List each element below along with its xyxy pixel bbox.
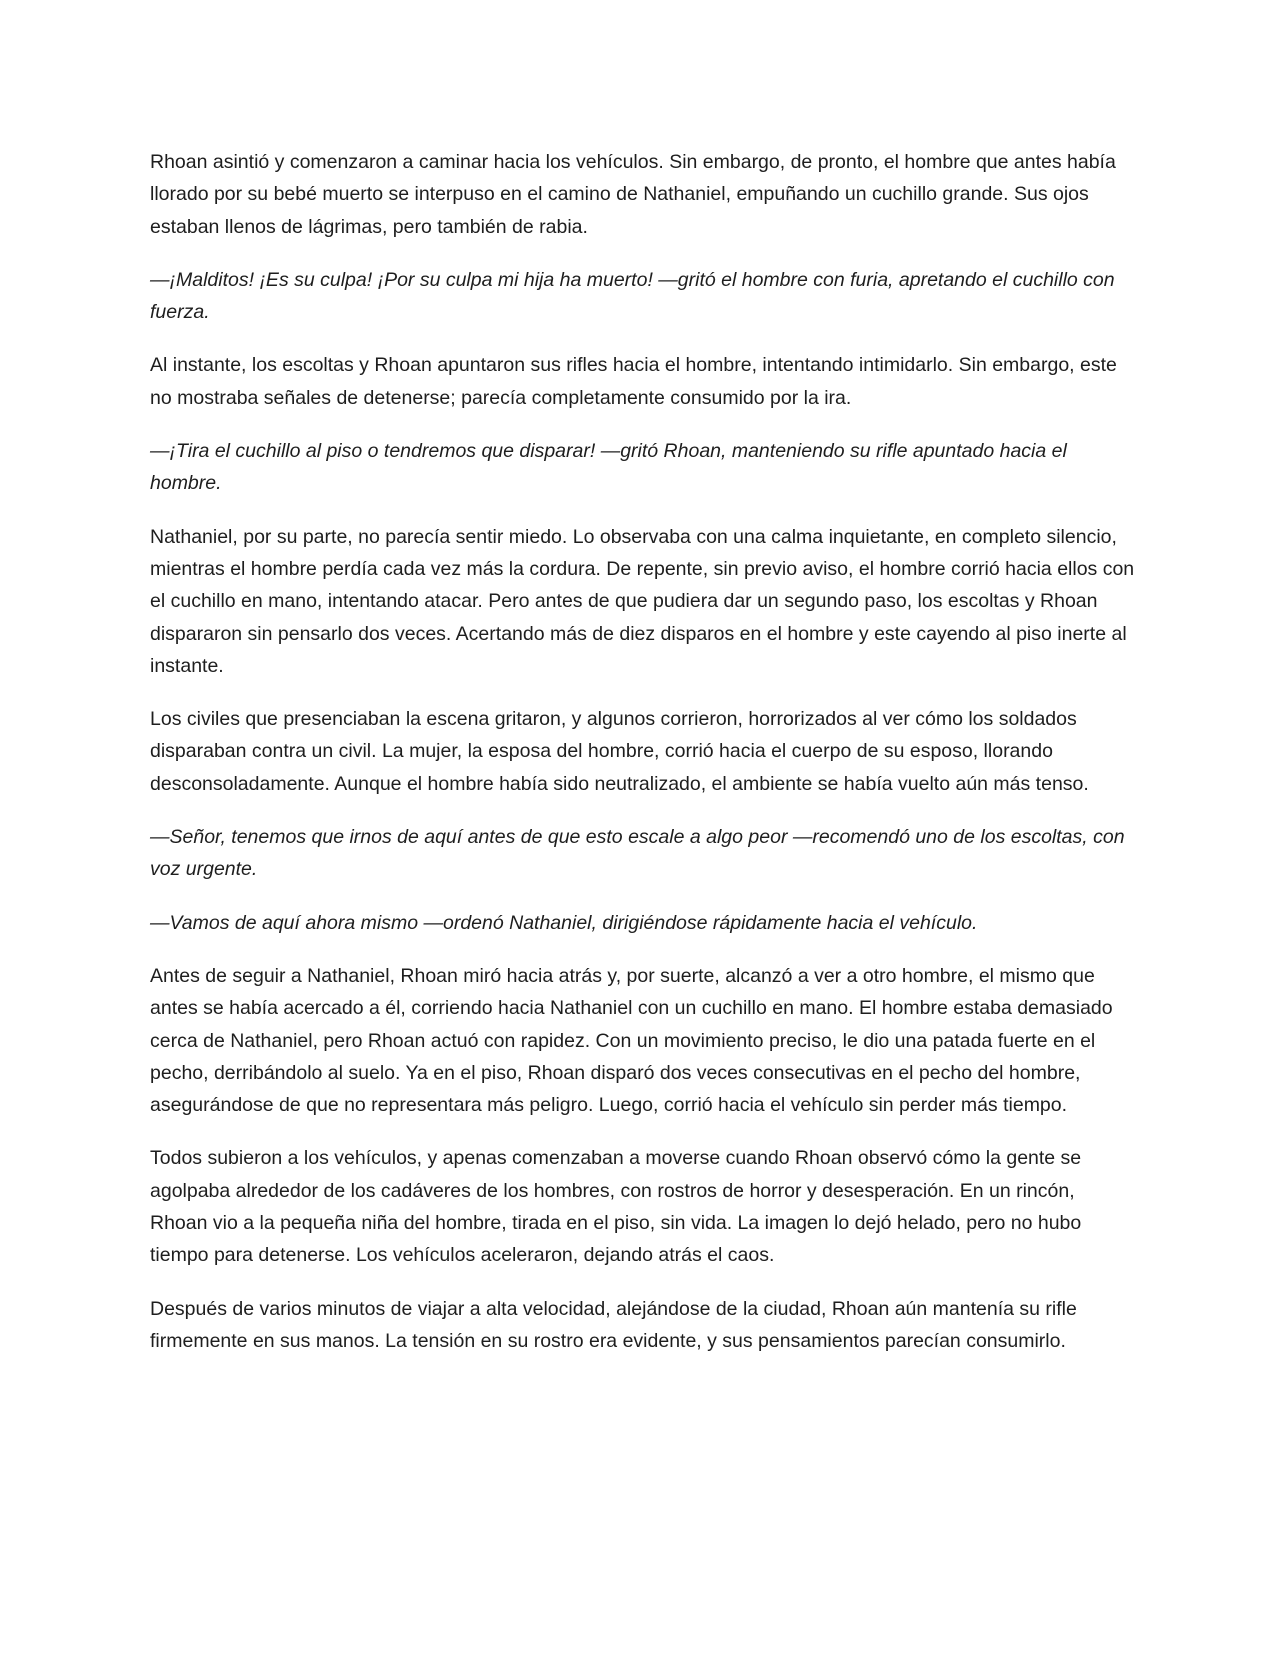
paragraph-10: Todos subieron a los vehículos, y apenas comenzaban a moverse cuando Rhoan observó cómo la gente se agolpaba alrededor de los cadáveres de los hombres, con rostros de horror y desesperación. En un rincón, Rhoan vio a la pequeña niña del hombre, tirada en el piso, sin vida. La imagen lo dejó helado, pero no hubo tiempo para detenerse. Los vehículos aceleraron, dejando atrás el caos.: [150, 1147, 1082, 1267]
document-body: [150, 146, 1135, 1378]
dialogue-paragraph-4: —¡Tira el cuchillo al piso o tendremos que disparar! —gritó Rhoan, manteniendo su rifle apuntado hacia el hombre.: [150, 440, 1067, 495]
paragraph-3: Al instante, los escoltas y Rhoan apuntaron sus rifles hacia el hombre, intentando intimidarlo. Sin embargo, este no mostraba señales de detenerse; parecía completamente consumido por la ira.: [150, 354, 1117, 409]
paragraph-11: Después de varios minutos de viajar a alta velocidad, alejándose de la ciudad, Rhoan aún mantenía su rifle firmemente en sus manos. La tensión en su rostro era evidente, y sus pensamientos parecían consumirlo.: [150, 1297, 1077, 1352]
dialogue-paragraph-8: —Vamos de aquí ahora mismo —ordenó Nathaniel, dirigiéndose rápidamente hacia el vehículo.: [150, 911, 978, 934]
paragraph-1: Rhoan asintió y comenzaron a caminar hacia los vehículos. Sin embargo, de pronto, el hombre que antes había llorado por su bebé muerto se interpuso en el camino de Nathaniel, empuñando un cuchillo grande. Sus ojos estaban llenos de lágrimas, pero también de rabia.: [150, 151, 1116, 238]
dialogue-paragraph-2: —¡Malditos! ¡Es su culpa! ¡Por su culpa mi hija ha muerto! —gritó el hombre con furia, apretando el cuchillo con fuerza.: [150, 268, 1115, 324]
paragraph-6: Los civiles que presenciaban la escena gritaron, y algunos corrieron, horrorizados al ver cómo los soldados disparaban contra un civil. La mujer, la esposa del hombre, corrió hacia el cuerpo de su esposo, llorando desconsoladamente. Aunque el hombre había sido neutralizado, el ambiente se había vuelto aún más tenso.: [150, 708, 1089, 795]
dialogue-paragraph-7: —Señor, tenemos que irnos de aquí antes de que esto escale a algo peor —recomendó uno de los escoltas, con voz urgente.: [150, 826, 1125, 881]
paragraph-9: Antes de seguir a Nathaniel, Rhoan miró hacia atrás y, por suerte, alcanzó a ver a otro hombre, el mismo que antes se había acercado a él, corriendo hacia Nathaniel con un cuchillo en mano. El hombre estaba demasiado cerca de Nathaniel, pero Rhoan actuó con rapidez. Con un movimiento preciso, le dio una patada fuerte en el pecho, derribándolo al suelo. Ya en el piso, Rhoan disparó dos veces consecutivas en el pecho del hombre, asegurándose de que no representara más peligro. Luego, corrió hacia el vehículo sin perder más tiempo.: [150, 964, 1113, 1117]
paragraph-5: Nathaniel, por su parte, no parecía sentir miedo. Lo observaba con una calma inquietante, en completo silencio, mientras el hombre perdía cada vez más la cordura. De repente, sin previo aviso, el hombre corrió hacia ellos con el cuchillo en mano, intentando atacar. Pero antes de que pudiera dar un segundo paso, los escoltas y Rhoan dispararon sin pensarlo dos veces. Acertando más de diez disparos en el hombre y este cayendo al piso inerte al instante.: [150, 525, 1135, 677]
